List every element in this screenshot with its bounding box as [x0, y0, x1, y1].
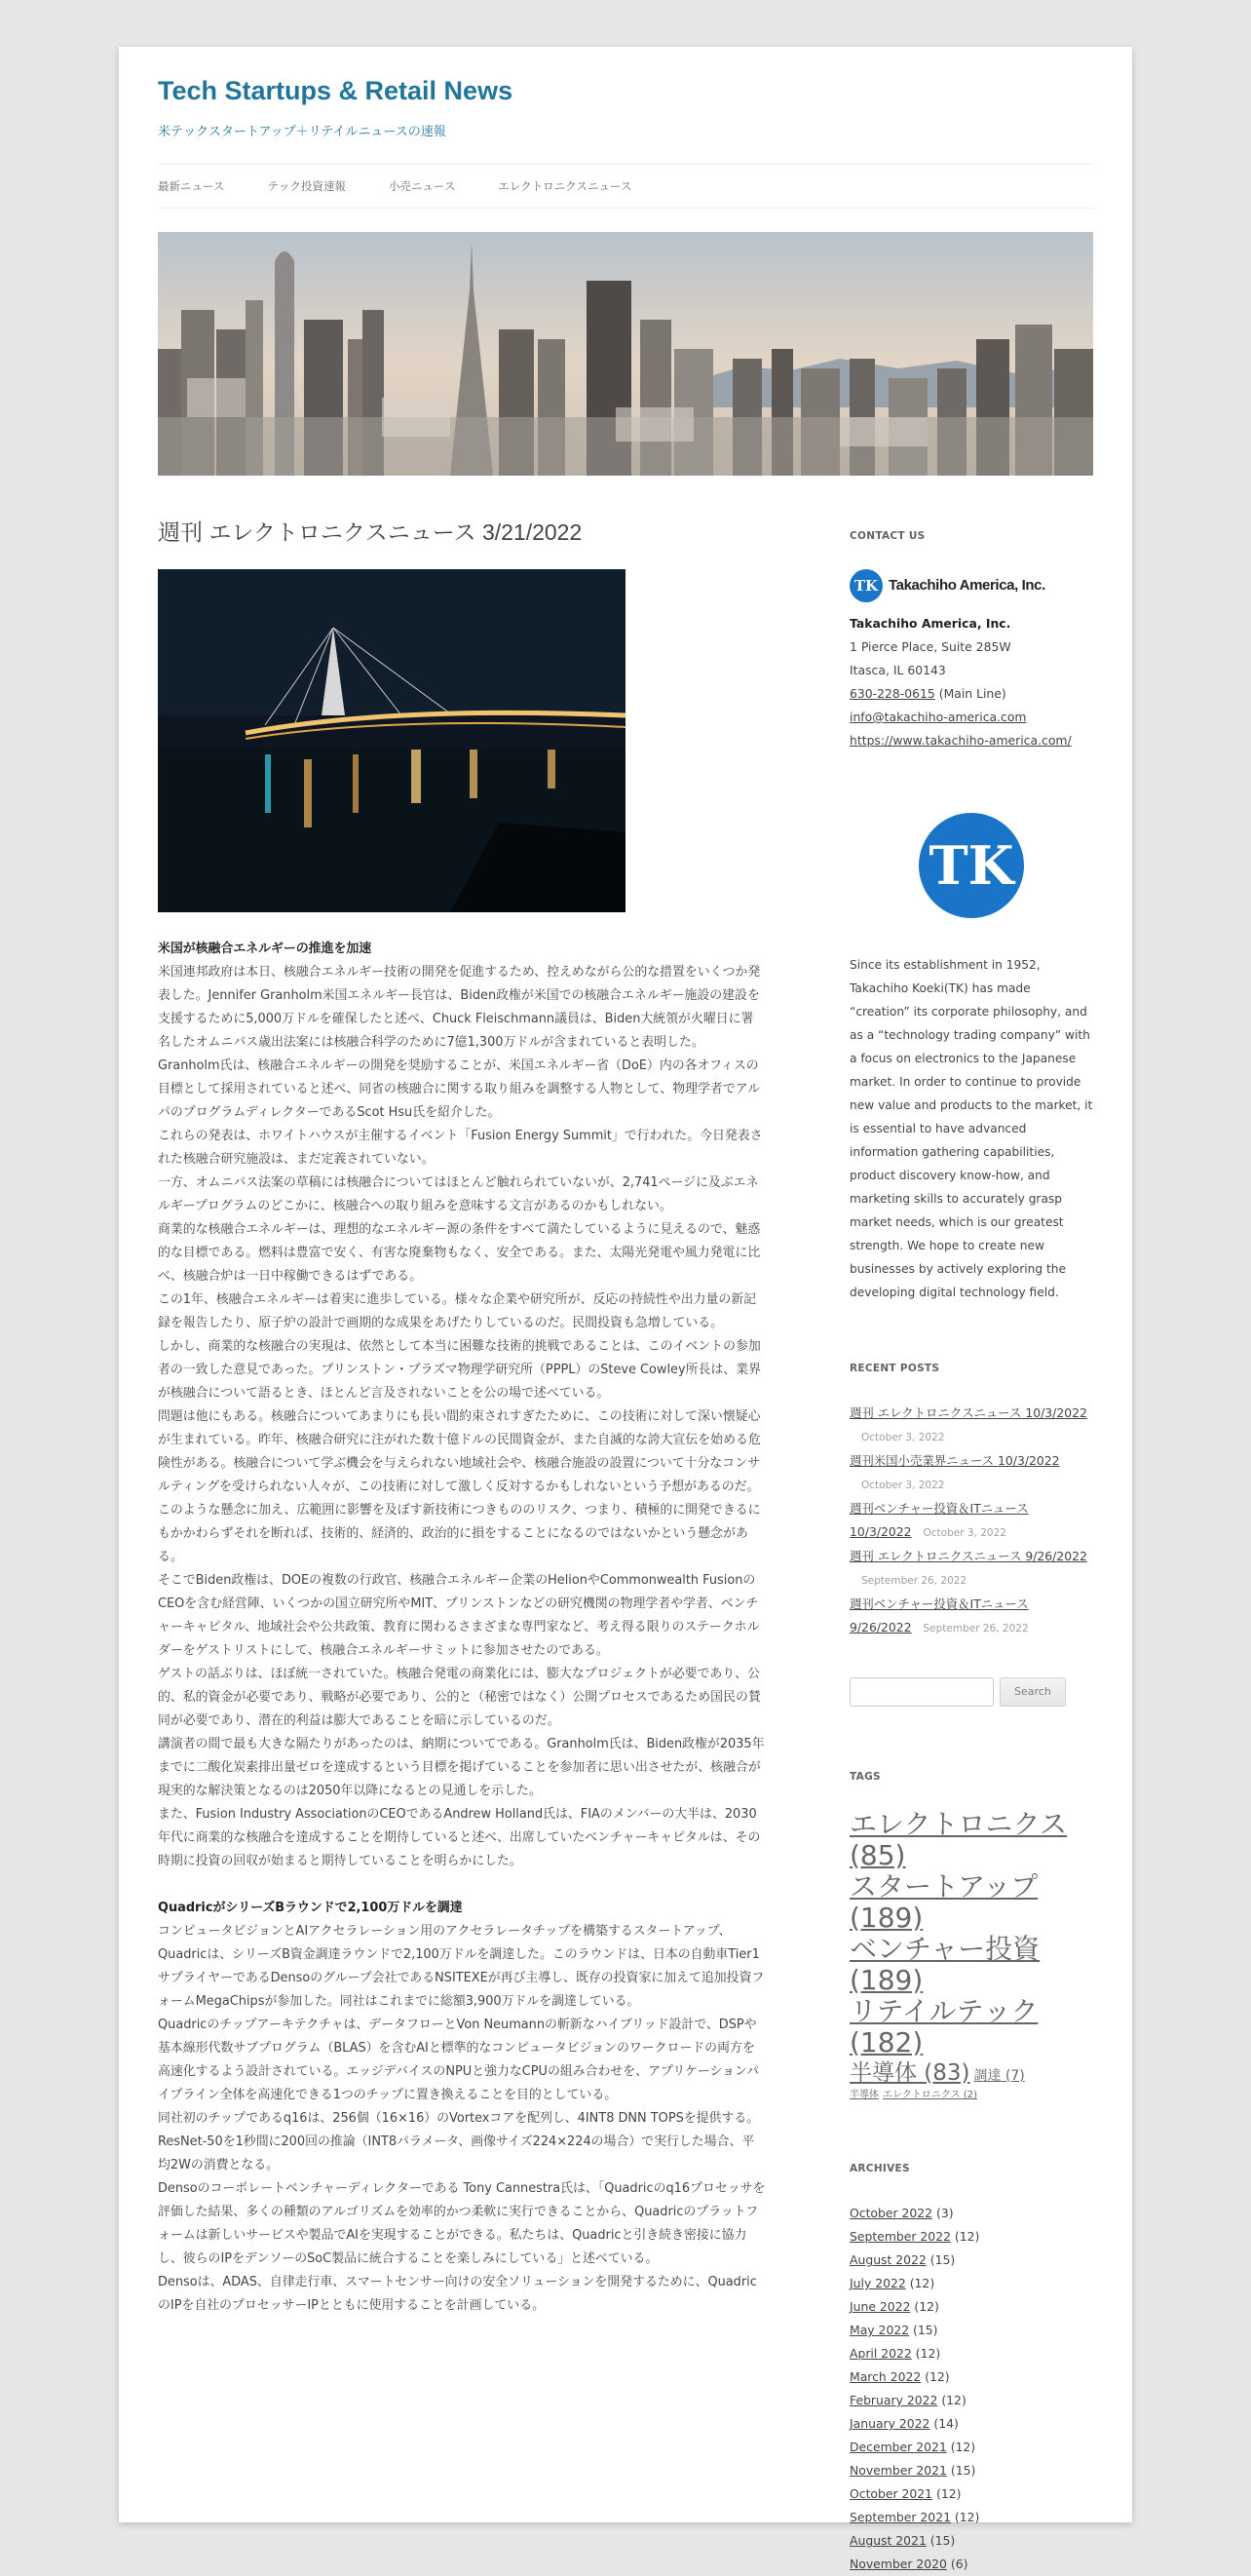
archive-item — [850, 2389, 1093, 2412]
paragraph: 米国連邦政府は本日、核融合エネルギー技術の開発を促進するため、控えめながら公的な措置をいくつか発表した。Jennifer Granholm米国エネルギー長官は、Biden政権が米国での核融合エネルギー施設の建設を支援するために5,000万ドルを確保したと述べ、Chuck Fleischmann議員は、Biden大統領が火曜日に署名したオムニバス歳出法案には核融合科学のために7億1,300万ドルが含まれていると表明した。 — [158, 965, 761, 1051]
paragraph: 講演者の間で最も大きな隔たりがあったのは、納期についてである。Granholm氏は、Biden政権が2035年までに二酸化炭素排出量ゼロを達成するという目標を掲げていることを参加者に思い出させたが、核融合が現実的な解決策となるのは2050年以降になるとの見通しを示した。 — [158, 1737, 765, 1799]
archive-item — [850, 2553, 1093, 2576]
recent-post-date: September 26, 2022 — [861, 1575, 967, 1587]
phone-note: (Main Line) — [938, 686, 1006, 701]
archive-item — [850, 2295, 1093, 2319]
archives-title: ARCHIVES — [850, 2163, 910, 2174]
archive-count: (12) — [914, 2299, 939, 2314]
archive-item — [850, 2202, 1093, 2225]
section-heading: QuadricがシリーズBラウンドで2,100万ドルを調達 — [158, 1901, 463, 1916]
recent-post-date: October 3, 2022 — [923, 1527, 1006, 1539]
tag-startup[interactable]: スタートアップ (189) — [850, 1870, 1039, 1934]
archive-item — [850, 2249, 1093, 2272]
recent-post-date: October 3, 2022 — [861, 1480, 945, 1491]
phone-link[interactable]: 630-228-0615 — [850, 686, 935, 701]
paragraph: この1年、核融合エネルギーは着実に進歩している。様々な企業や研究所が、反応の持続性や出力量の新記録を報告したり、原子炉の設計で画期的な成果をあげたりしているのだ。民間投資も急増している。 — [158, 1292, 757, 1331]
archive-count: (12) — [954, 2510, 980, 2524]
website-link[interactable]: https://www.takachiho-america.com/ — [850, 733, 1072, 748]
archive-count: (15) — [950, 2463, 976, 2478]
archive-count: (12) — [909, 2276, 935, 2290]
archive-count: (6) — [950, 2557, 968, 2571]
nav-item-tech-investment[interactable]: テック投資速報 — [267, 179, 346, 193]
archive-link[interactable]: October 2021 — [850, 2486, 933, 2501]
paragraph: Densoのコーポレートベンチャーディレクターである Tony Cannestra氏は、「Quadricのq16プロセッサを評価した結果、多くの種類のアルゴリズムを効率的かつ柔軟に実行できることから、Quadricのプラットフォームは新しいサービスや製品でAIを実現することができる。私たちは、Quadricと引き続き密接に協力し、彼らのIPをデンソーのSoC製品に統合することを楽しみにしている」と述べている。 — [158, 2181, 766, 2267]
recent-post-item — [850, 1593, 1093, 1640]
tag-procurement[interactable]: 調達 (7) — [973, 2068, 1025, 2084]
paragraph: 問題は他にもある。核融合についてあまりにも長い間約束されすぎたために、この技術に対して深い懐疑心が生まれている。昨年、核融合研究に注がれた数十億ドルの民間資金が、また自滅的な誇大宣伝を始める危険性がある。核融合について学ぶ機会を与えられない地域社会や、核融合施設の設置について十分なコンサルティングを受けられない人々が、この技術に対して激しく反対するかもしれないという予想があるのだ。 — [158, 1409, 761, 1495]
tag-retail-tech[interactable]: リテイルテック (182) — [850, 1995, 1039, 2058]
search-button[interactable]: Search — [1000, 1677, 1066, 1707]
archive-link[interactable]: December 2021 — [850, 2440, 947, 2454]
archive-item — [850, 2319, 1093, 2342]
tag-venture-investment[interactable]: ベンチャー投資 (189) — [850, 1933, 1041, 1996]
archive-count: (3) — [936, 2206, 954, 2220]
paragraph: しかし、商業的な核融合の実現は、依然として本当に困難な技術的挑戦であることは、このイベントの参加者の一致した意見であった。プリンストン・プラズマ物理学研究所（PPPL）のSteve Cowley所長は、業界が核融合について語るとき、ほとんど言及されないことを公の場で述べている。 — [158, 1339, 761, 1402]
search-input[interactable] — [850, 1677, 994, 1707]
archive-link[interactable]: January 2022 — [850, 2416, 930, 2431]
logo-wordmark: Takachiho America, Inc. — [889, 577, 1045, 594]
section-heading: 米国が核融合エネルギーの推進を加速 — [158, 942, 372, 957]
site-title[interactable]: Tech Startups & Retail News — [158, 76, 513, 105]
paragraph: そこでBiden政権は、DOEの複数の行政官、核融合エネルギー企業のHelionやCommonwealth FusionのCEOを含む経営陣、いくつかの国立研究所やMIT、プリンストンなどの研究機関の物理学者や学者、ベンチャーキャピタル、地域社会や公共政策、教育に関わるさまざまな専門家など、考え得る限りのステークホルダーをゲストリストにして、核融合エネルギーサミットに参加させたのである。 — [158, 1573, 760, 1659]
recent-post-link[interactable]: 週刊ベンチャー投資＆ITニュース 10/3/2022 — [850, 1501, 1029, 1539]
tk-large-logo-icon: TK — [919, 813, 1024, 918]
paragraph: これらの発表は、ホワイトハウスが主催するイベント「Fusion Energy Summit」で行われた。今日発表された核融合研究施設は、まだ定義されていない。 — [158, 1129, 763, 1168]
archive-count: (12) — [936, 2486, 962, 2501]
archives-widget — [850, 2157, 1093, 2576]
sidebar — [850, 524, 1093, 2576]
recent-post-date: October 3, 2022 — [861, 1432, 945, 1443]
archive-count: (15) — [929, 2252, 956, 2267]
tags-widget — [850, 1765, 1093, 2102]
phone-row — [850, 682, 1093, 706]
recent-post-link[interactable]: 週刊ベンチャー投資＆ITニュース 9/26/2022 — [850, 1596, 1029, 1634]
archive-item — [850, 2272, 1093, 2295]
paragraph: また、Fusion Industry AssociationのCEOであるAndrew Holland氏は、FIAのメンバーの大半は、2030年代に商業的な核融合を達成することを期待していると述べ、出席していたベンチャーキャピタルは、その時期に投資の回収が始まると期待していることを明らかにした。 — [158, 1807, 761, 1869]
paragraph: 一方、オムニバス法案の草稿には核融合についてはほとんど触れられていないが、2,741ページに及ぶエネルギープログラムのどこかに、核融合への取り組みを意味する文言があるのかもしれない。 — [158, 1175, 759, 1214]
archive-link[interactable]: August 2021 — [850, 2533, 927, 2548]
tag-electronics[interactable]: エレクトロニクス (85) — [850, 1808, 1068, 1871]
main-nav — [158, 164, 1093, 209]
paragraph: 商業的な核融合エネルギーは、理想的なエネルギー源の条件をすべて満たしているように見えるので、魅惑的な目標である。燃料は豊富で安く、有害な廃棄物もなく、安全である。また、太陽光発電や風力発電に比べ、核融合炉は一日中稼働できるはずである。 — [158, 1222, 761, 1285]
archive-count: (15) — [929, 2533, 956, 2548]
archive-item — [850, 2506, 1093, 2529]
recent-post-item — [850, 1449, 1093, 1497]
paragraph: Granholm氏は、核融合エネルギーの開発を奨励することが、米国エネルギー省（DoE）内の各オフィスの目標として採用されていると述べ、同省の核融合に関する取り組みを調整する人物として、物理学者でアルパのプログラムディレクターであるScot Hsu氏を紹介した。 — [158, 1058, 760, 1121]
recent-post-link[interactable]: 週刊 エレクトロニクスニュース 10/3/2022 — [850, 1405, 1087, 1420]
tag-semiconductor-small[interactable]: 半導体 — [850, 2090, 879, 2100]
archive-item — [850, 2225, 1093, 2249]
recent-post-link[interactable]: 週刊米国小売業界ニュース 10/3/2022 — [850, 1453, 1060, 1468]
tag-semiconductor[interactable]: 半導体 (83) — [850, 2060, 970, 2086]
archive-link[interactable]: September 2022 — [850, 2229, 951, 2244]
site-description: 米テックスタートアップ＋リテイルニュースの速報 — [158, 125, 446, 139]
archive-item — [850, 2342, 1093, 2365]
tk-logo-icon: TK — [850, 569, 883, 602]
tags-title: TAGS — [850, 1771, 881, 1783]
archive-count: (14) — [933, 2416, 959, 2431]
archive-count: (12) — [950, 2440, 976, 2454]
nav-item-electronics[interactable]: エレクトロニクスニュース — [498, 179, 632, 193]
archive-count: (15) — [913, 2323, 938, 2337]
archive-count: (12) — [954, 2229, 980, 2244]
email-link[interactable]: info@takachiho-america.com — [850, 710, 1027, 724]
recent-posts-title: RECENT POSTS — [850, 1363, 940, 1374]
paragraph: Quadricのチップアーキテクチャは、データフローとVon Neumannの斬新なハイブリッド設計で、DSPや基本線形代数サブプログラム（BLAS）を含むAIと標準的なコンピュータビジョンのワークロードの両方を高速化するよう設計されている。エッジデバイスのNPUと強力なCPUの組み合わせを、アプリケーションパイプライン全体を高速化できる1つのチップに置き換えることを目的としている。 — [158, 2018, 759, 2103]
featured-image — [158, 569, 626, 912]
address-line-2: Itasca, IL 60143 — [850, 663, 946, 677]
archive-link[interactable]: June 2022 — [850, 2299, 911, 2314]
main-content — [158, 517, 766, 2318]
paragraph: このような懸念に加え、広範囲に影響を及ぼす新技術につきもののリスク、つまり、積極的に開発できるにもかかわらずそれを断れば、技術的、経済的、政治的に損をすることになるのではないかという懸念がある。 — [158, 1503, 761, 1565]
header-image — [158, 232, 1093, 476]
nav-item-retail[interactable]: 小売ニュース — [388, 179, 456, 193]
archive-link[interactable]: February 2022 — [850, 2393, 938, 2407]
contact-widget-title: CONTACT US — [850, 530, 926, 542]
archive-link[interactable]: August 2022 — [850, 2252, 927, 2267]
recent-post-item — [850, 1402, 1093, 1449]
nav-item-latest[interactable]: 最新ニュース — [158, 179, 225, 193]
paragraph: ゲストの話ぶりは、ほぼ統一されていた。核融合発電の商業化には、膨大なプロジェクトが必要であり、公的、私的資金が必要であり、戦略が必要であり、公的と（秘密ではなく）公開プロセスであるため国民の賛同が必要であり、潜在的利益は膨大であることを暗に示しているのだ。 — [158, 1667, 761, 1729]
archive-link[interactable]: November 2020 — [850, 2557, 947, 2571]
tag-electronics-small[interactable]: エレクトロニクス (2) — [882, 2090, 977, 2100]
recent-post-item — [850, 1545, 1093, 1593]
archive-link[interactable]: October 2022 — [850, 2206, 933, 2220]
archive-item — [850, 2482, 1093, 2506]
recent-post-item — [850, 1497, 1093, 1545]
post-title[interactable]: 週刊 エレクトロニクスニュース 3/21/2022 — [158, 519, 583, 545]
recent-post-link[interactable]: 週刊 エレクトロニクスニュース 9/26/2022 — [850, 1549, 1087, 1563]
archive-count: (12) — [941, 2393, 967, 2407]
archive-link[interactable]: July 2022 — [850, 2276, 906, 2290]
company-name: Takachiho America, Inc. — [850, 616, 1011, 631]
archive-link[interactable]: April 2022 — [850, 2346, 912, 2361]
about-text: Since its establishment in 1952, Takachiho Koeki(TK) has made “creation” its corporate philosophy, and as a “technology trading company” with a focus on electronics to the Japanese market. In order to continue to provide new value and products to the market, it is essential to have advanced information gathering capabilities, product discovery know-how, and marketing skills to accurately grasp market needs, which is our greatest strength. We hope to create new businesses by actively exploring the developing digital technology field. — [850, 958, 1093, 1299]
paragraph: Densoは、ADAS、自律走行車、スマートセンサー向けの安全ソリューションを開発するために、QuadricのIPを自社のプロセッサーIPとともに使用することを計画している。 — [158, 2275, 757, 2314]
archive-link[interactable]: November 2021 — [850, 2463, 947, 2478]
archive-link[interactable]: March 2022 — [850, 2369, 922, 2384]
page — [119, 47, 1132, 2571]
archive-item — [850, 2436, 1093, 2459]
archive-item — [850, 2529, 1093, 2553]
recent-posts-widget — [850, 1357, 1093, 1640]
company-logo — [850, 569, 1093, 602]
archive-item — [850, 2412, 1093, 2436]
paragraph: コンピュータビジョンとAIアクセラレーション用のアクセラレータチップを構築するスタートアップ、Quadricは、シリーズB資金調達ラウンドで2,100万ドルを調達した。このラウンドは、日本の自動車Tier1サプライヤーであるDensoのグループ会社であるNSITEXEが再び主導し、既存の投資家に加えて追加投資フォームMegaChipsが参加した。同社はこれまでに総額3,900万ドルを調達している。 — [158, 1924, 765, 2010]
paragraph: 同社初のチップであるq16は、256個（16×16）のVortexコアを配列し、4INT8 DNN TOPSを提供する。ResNet-50を1秒間に200回の推論（INT8パラメータ、画像サイズ224×224の場合）で実行した場合、平均2Wの消費となる。 — [158, 2111, 760, 2173]
archive-count: (12) — [915, 2346, 941, 2361]
archive-item — [850, 2459, 1093, 2482]
archive-link[interactable]: September 2021 — [850, 2510, 951, 2524]
recent-post-date: September 26, 2022 — [923, 1623, 1029, 1634]
address-line-1: 1 Pierce Place, Suite 285W — [850, 639, 1011, 654]
archive-item — [850, 2365, 1093, 2389]
search-form — [850, 1677, 1093, 1707]
archive-count: (12) — [925, 2369, 950, 2384]
article-body — [158, 938, 766, 2318]
archive-link[interactable]: May 2022 — [850, 2323, 910, 2337]
